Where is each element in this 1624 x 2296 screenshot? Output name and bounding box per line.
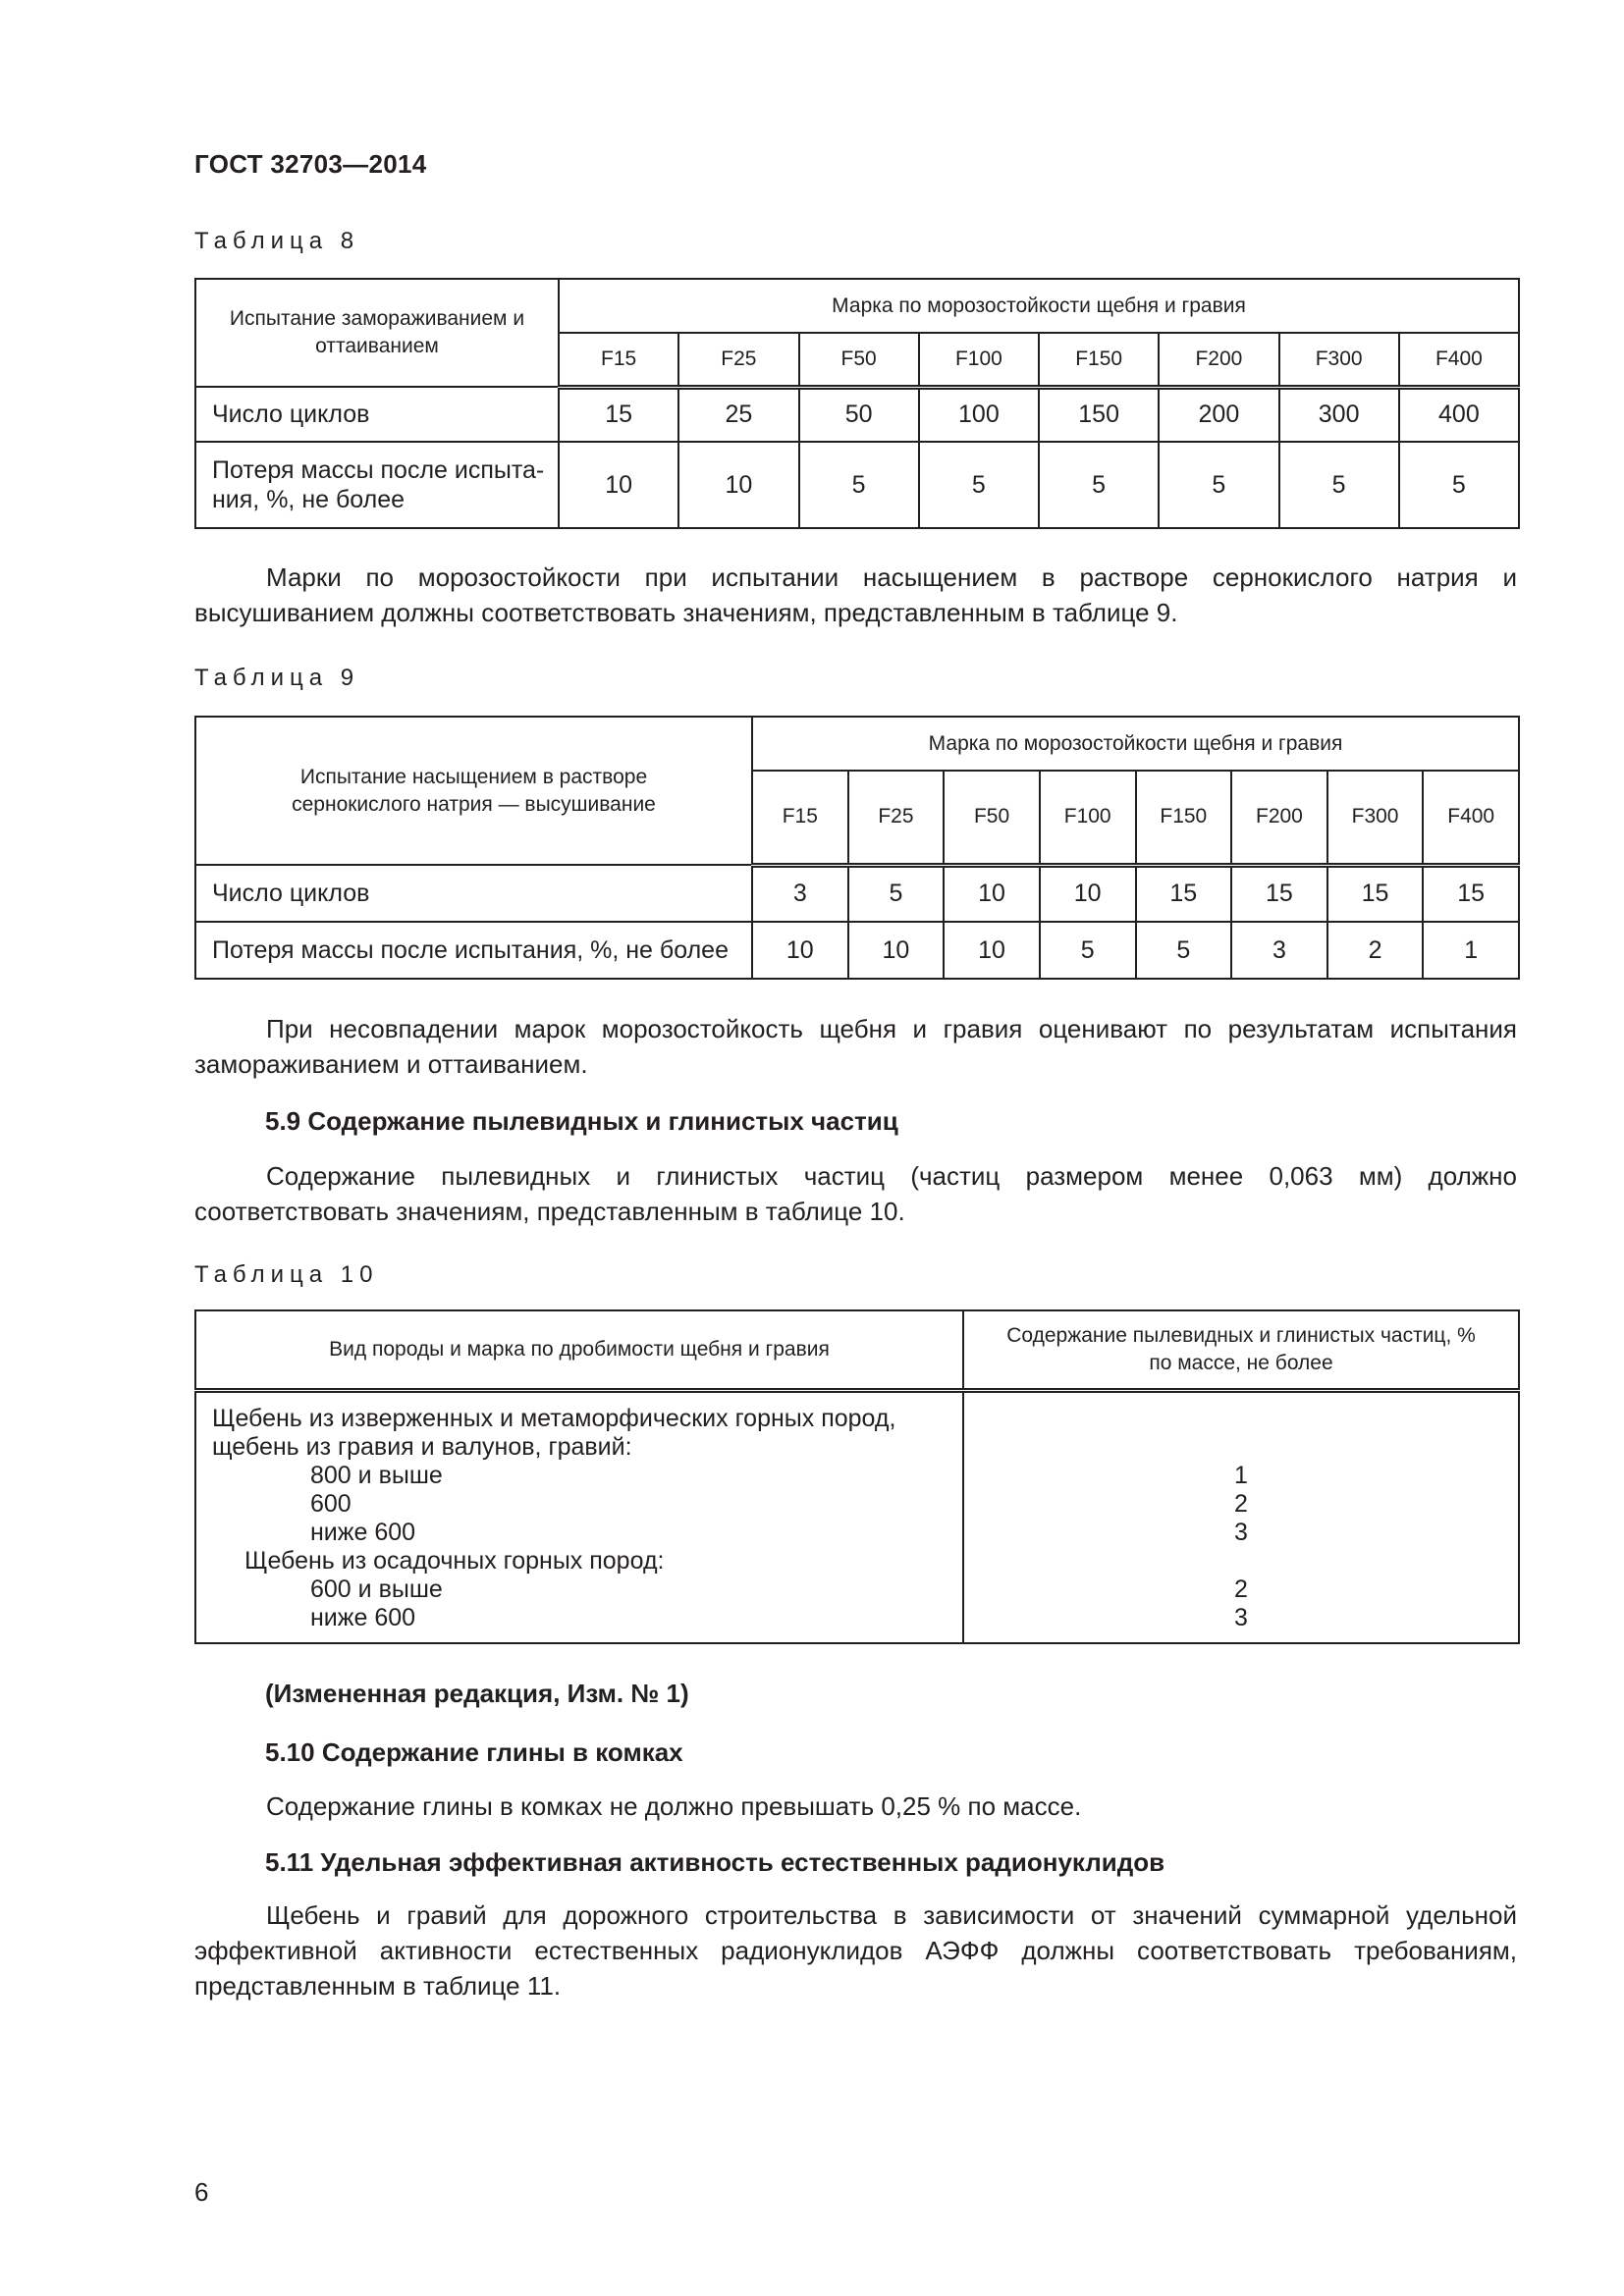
table-10-description-cell [195, 1390, 963, 1643]
table-10-caption: Таблица 10 [194, 1261, 379, 1288]
table-cell [964, 1433, 1518, 1462]
list-item: Щебень из осадочных горных пород: [244, 1546, 665, 1575]
paragraph: Марки по морозостойкости при испытании насыщением в растворе сернокислого натрия и высушиванием должны соответствовать значениям, представленным в таблице 9. [194, 562, 1517, 627]
table-8-row-label: Число циклов [195, 387, 559, 442]
table-cell: 400 [1399, 387, 1519, 442]
list-item: щебень из гравия и валунов, гравий: [212, 1432, 632, 1461]
table-cell: 5 [1040, 922, 1136, 979]
list-item: 800 и выше [310, 1461, 443, 1489]
table-8-grade-header: F150 [1039, 333, 1159, 387]
list-item: Щебень из изверженных и метаморфических горных пород, [212, 1404, 896, 1432]
table-10 [194, 1309, 1520, 1644]
table-row [195, 865, 1519, 922]
table-9-grade-header: F15 [752, 771, 848, 865]
table-8-row-label: Потеря массы после испыта-ния, %, не более [195, 442, 559, 528]
table-8-caption: Таблица 8 [194, 228, 360, 254]
page-number: 6 [194, 2177, 209, 2207]
table-cell: 15 [1231, 865, 1327, 922]
table-9-grade-header: F200 [1231, 771, 1327, 865]
table-row [195, 387, 1519, 442]
table-9-test-header: Испытание насыщением в растворе сернокислого натрия — высушивание [195, 717, 752, 865]
document-header: ГОСТ 32703—2014 [194, 149, 427, 179]
table-cell: 10 [752, 922, 848, 979]
section-5-9-title: 5.9 Содержание пылевидных и глинистых частиц [265, 1106, 898, 1136]
table-row [195, 922, 1519, 979]
table-9-caption: Таблица 9 [194, 665, 360, 691]
table-cell: 15 [1327, 865, 1424, 922]
table-cell [964, 1405, 1518, 1433]
table-cell: 10 [944, 922, 1040, 979]
list-item: 600 [310, 1489, 352, 1518]
table-9-grade-header: F100 [1040, 771, 1136, 865]
table-cell [964, 1547, 1518, 1575]
table-9-grade-header: F25 [848, 771, 945, 865]
table-cell: 10 [559, 442, 678, 528]
table-8-grade-header: F400 [1399, 333, 1519, 387]
list-item: 600 и выше [310, 1575, 443, 1603]
table-cell: 3 [1234, 1603, 1248, 1631]
table-9-grade-header: F50 [944, 771, 1040, 865]
table-cell: 5 [1159, 442, 1278, 528]
table-10-values-cell [963, 1390, 1519, 1643]
table-cell: 5 [848, 865, 945, 922]
table-9-row-label: Число циклов [195, 865, 752, 922]
table-8-grade-header: F50 [799, 333, 919, 387]
table-9-grade-header: F400 [1423, 771, 1519, 865]
table-8 [194, 278, 1520, 529]
table-cell: 5 [799, 442, 919, 528]
table-cell: 1 [1423, 922, 1519, 979]
table-row [195, 442, 1519, 528]
table-9-grade-header: F150 [1136, 771, 1232, 865]
table-8-grade-header: F300 [1279, 333, 1399, 387]
table-8-grade-header: F25 [678, 333, 798, 387]
table-cell: 15 [1136, 865, 1232, 922]
table-cell: 2 [1234, 1575, 1248, 1603]
section-5-10-title: 5.10 Содержание глины в комках [265, 1737, 683, 1767]
table-cell: 25 [678, 387, 798, 442]
list-item: ниже 600 [310, 1518, 416, 1546]
table-cell: 2 [1234, 1489, 1248, 1518]
table-10-col1-header: Вид породы и марка по дробимости щебня и гравия [195, 1310, 963, 1390]
table-10-col2-header: Содержание пылевидных и глинистых частиц, % по массе, не более [963, 1310, 1519, 1390]
list-item: ниже 600 [310, 1603, 416, 1631]
amendment-note: (Измененная редакция, Изм. № 1) [265, 1679, 689, 1708]
table-9 [194, 716, 1520, 980]
table-cell: 15 [559, 387, 678, 442]
table-cell: 5 [1039, 442, 1159, 528]
table-cell: 3 [1231, 922, 1327, 979]
section-5-11-title: 5.11 Удельная эффективная активность естественных радионуклидов [265, 1847, 1165, 1877]
table-9-grade-header: F300 [1327, 771, 1424, 865]
table-cell: 100 [919, 387, 1039, 442]
table-cell: 2 [1327, 922, 1424, 979]
table-cell: 300 [1279, 387, 1399, 442]
table-cell: 10 [848, 922, 945, 979]
table-cell: 3 [752, 865, 848, 922]
paragraph: При несовпадении марок морозостойкость щебня и гравия оценивают по результатам испытания замораживанием и оттаиванием. [194, 1014, 1517, 1079]
table-cell: 3 [1234, 1518, 1248, 1546]
table-cell: 10 [1040, 865, 1136, 922]
table-9-row-label: Потеря массы после испытания, %, не более [195, 922, 752, 979]
table-cell: 150 [1039, 387, 1159, 442]
table-8-group-header: Марка по морозостойкости щебня и гравия [559, 279, 1519, 333]
table-cell: 5 [1279, 442, 1399, 528]
table-cell: 10 [944, 865, 1040, 922]
section-5-11-text: Щебень и гравий для дорожного строительства в зависимости от значений суммарной удельной эффективной активности естественных радионуклидов АЭФФ должны соответствовать требованиям, представленным в таблице 11. [194, 1900, 1517, 2001]
section-5-9-text: Содержание пылевидных и глинистых частиц (частиц размером менее 0,063 мм) должно соответствовать значениям, представленным в таблице 10. [194, 1161, 1517, 1226]
table-8-grade-header: F15 [559, 333, 678, 387]
table-cell: 5 [1399, 442, 1519, 528]
table-cell: 1 [1234, 1461, 1248, 1489]
table-cell: 200 [1159, 387, 1278, 442]
table-8-test-header: Испытание замораживанием и оттаиванием [195, 279, 559, 387]
table-cell: 5 [1136, 922, 1232, 979]
table-8-grade-header: F200 [1159, 333, 1278, 387]
section-5-10-text: Содержание глины в комках не должно превышать 0,25 % по массе. [266, 1791, 1082, 1821]
table-cell: 50 [799, 387, 919, 442]
table-8-grade-header: F100 [919, 333, 1039, 387]
table-9-group-header: Марка по морозостойкости щебня и гравия [752, 717, 1519, 771]
table-cell: 10 [678, 442, 798, 528]
table-cell: 5 [919, 442, 1039, 528]
table-cell: 15 [1423, 865, 1519, 922]
